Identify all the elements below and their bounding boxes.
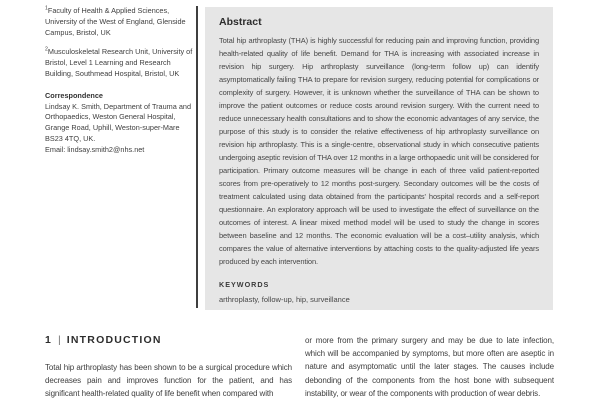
section-title: INTRODUCTION: [66, 334, 162, 346]
section-number: 1: [45, 334, 53, 346]
affiliation-2-text: Musculoskeletal Research Unit, University of Bristol, Level 1 Learning and Research Building, Southmead Hospital, Bristol, UK: [45, 47, 193, 78]
affiliation-2-superscript: 2: [45, 46, 48, 53]
intro-column-right: or more from the primary surgery and may be due to late infection, which will be accompanied by symptoms, but more often are aseptic in nature and asymptomatic until the later stages. The causes include debonding of the components from the host bone with subsequent instability, or wear of the components with production of wear debris.: [305, 336, 554, 398]
correspondence-heading: Correspondence: [45, 90, 103, 100]
keywords-list: arthroplasty, follow-up, hip, surveillance: [219, 295, 350, 304]
affiliation-2: [45, 47, 197, 79]
keywords-heading: KEYWORDS: [219, 280, 270, 289]
correspondence-address: Lindsay K. Smith, Department of Trauma and Orthopaedics, Weston General Hospital, Grange Road, Uphill, Weston-super-Mare BS23 4TQ, UK.: [45, 101, 192, 143]
affiliation-1: [45, 6, 197, 38]
intro-column-left: Total hip arthroplasty has been shown to be a surgical procedure which decreases pain and improves function for the patient, and has significant health-related quality of life benefit when compared with: [45, 363, 292, 399]
affiliation-1-superscript: 1: [45, 5, 48, 12]
abstract-title: Abstract: [219, 16, 262, 28]
abstract-box: [205, 7, 553, 310]
section-heading-introduction: [45, 334, 162, 346]
abstract-text: Total hip arthroplasty (THA) is highly successful for reducing pain and improving function, providing health-related quality of life benefit. Demand for THA is increasing with associated increase in revision hip surgery. Hip arthroplasty surveillance (long-term follow up) can identify asymptomatically failing THA to prepare for revision surgery, reducing potential for complications or complexity of surgery. However, it is unknown whether the surveillance of THA can be shown to improve the patient outcomes or reduce costs around revision surgery. With the current need to reduce unnecessary health consultations and to show the economic advantages of any service, the purpose of this study is to consider the relative effectiveness of hip arthroplasty surveillance on revision hip arthroplasty. This is a single-centre, observational study in which consecutive patients undergoing aseptic revision of THA over 12 months in a large orthopaedic unit will be considered for participation. Primary outcome measures will be change in each of three valid patient-reported scores from pre-operatively to 12 months post-surgery. Secondary outcomes will be the costs of treatment calculated using data obtained from the participants' hospital records and a self-report questionnaire. An exploratory approach will be used to investigate the effect of surveillance on the outcomes of interest. A linear mixed method model will be used to study the change in scores between baseline and 12 months. The economic evaluation will be a cost–utility analysis, which compares the value of alternative interventions by attaching costs to the quality-adjusted life years produced by each intervention.: [219, 36, 539, 266]
correspondence-email[interactable]: Email: lindsay.smith2@nhs.net: [45, 144, 145, 154]
vertical-rule: [196, 6, 198, 308]
section-heading-separator: |: [58, 334, 61, 346]
sidebar-affiliations: [45, 6, 197, 156]
affiliation-1-text: Faculty of Health & Applied Sciences, University of the West of England, Glenside Campus, Bristol, UK: [45, 6, 186, 37]
